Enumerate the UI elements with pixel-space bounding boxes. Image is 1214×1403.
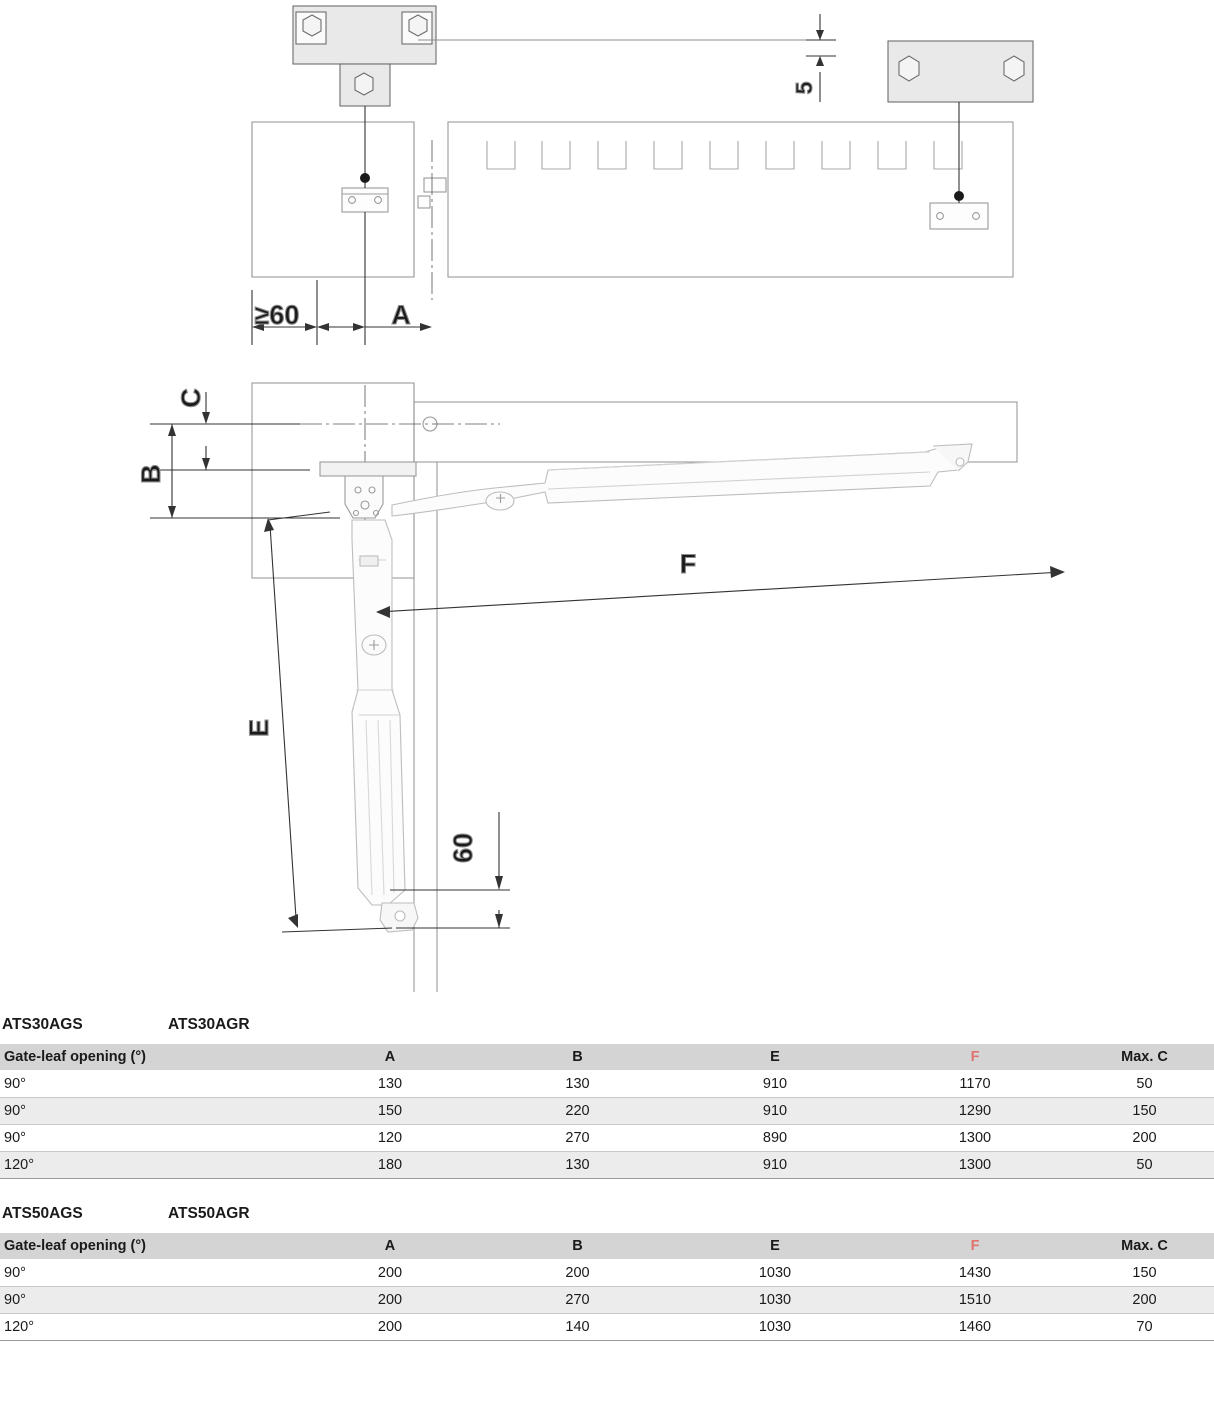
- cell-f: 1510: [958, 1292, 992, 1308]
- cell-max-c: 50: [1136, 1076, 1153, 1092]
- table-title-ats30: [0, 1014, 1214, 1044]
- closer-arm-vertical: [352, 520, 418, 932]
- cell-e: 910: [762, 1076, 788, 1092]
- header-gate-leaf-opening: Gate-leaf opening (°): [0, 1044, 300, 1071]
- label-dim-c: C: [176, 388, 206, 408]
- table-title-ats50: [0, 1203, 1214, 1233]
- header-f: F: [875, 1233, 1075, 1260]
- cell-max-c: 150: [1132, 1103, 1157, 1119]
- specification-tables: [0, 1014, 1214, 1359]
- label-dim-b: B: [136, 464, 166, 484]
- label-dim-e: E: [244, 718, 274, 738]
- spec-table-ats30: [0, 1044, 1214, 1179]
- table-row: [0, 1314, 1214, 1341]
- cell-e: 1030: [758, 1292, 792, 1308]
- model-label-ats30ags: ATS30AGS: [2, 1016, 83, 1033]
- table-header-row: [0, 1044, 1214, 1071]
- cell-opening: 90°: [4, 1130, 26, 1146]
- top-left-bracket: [293, 6, 436, 106]
- cell-e: 1030: [758, 1319, 792, 1335]
- cell-b: 130: [565, 1157, 590, 1173]
- cell-max-c: 150: [1132, 1265, 1157, 1281]
- cell-f: 1290: [958, 1103, 992, 1119]
- label-dim-a: A: [391, 300, 411, 330]
- table-block-ats50: [0, 1203, 1214, 1341]
- header-f: F: [875, 1044, 1075, 1071]
- cell-b: 270: [565, 1130, 590, 1146]
- header-e: E: [675, 1233, 875, 1260]
- header-a: A: [300, 1044, 480, 1071]
- cell-e: 890: [762, 1130, 788, 1146]
- cell-a: 180: [377, 1157, 403, 1173]
- cell-f: 1170: [959, 1076, 991, 1092]
- label-dim-f: F: [679, 549, 697, 579]
- cell-b: 140: [565, 1319, 590, 1335]
- cell-e: 1030: [758, 1265, 792, 1281]
- table-row: [0, 1152, 1214, 1179]
- cell-opening: 90°: [4, 1076, 26, 1092]
- cell-b: 200: [565, 1265, 590, 1281]
- spec-table-ats50: [0, 1233, 1214, 1341]
- dim-f: [376, 566, 1065, 618]
- header-a: A: [300, 1233, 480, 1260]
- cell-max-c: 50: [1136, 1157, 1153, 1173]
- cell-b: 270: [565, 1292, 590, 1308]
- cell-max-c: 200: [1132, 1292, 1157, 1308]
- table-row: [0, 1071, 1214, 1098]
- cell-a: 120: [377, 1130, 403, 1146]
- cell-opening: 90°: [4, 1292, 26, 1308]
- cell-max-c: 200: [1132, 1130, 1157, 1146]
- table-header-row: [0, 1233, 1214, 1260]
- header-max-c: Max. C: [1075, 1044, 1214, 1071]
- dim-c-b: [150, 392, 340, 518]
- cell-opening: 120°: [4, 1157, 34, 1173]
- cell-f: 1460: [958, 1319, 992, 1335]
- cell-a: 130: [377, 1076, 403, 1092]
- model-label-ats50ags: ATS50AGS: [2, 1205, 83, 1222]
- cell-a: 200: [377, 1265, 403, 1281]
- model-label-ats30agr: ATS30AGR: [168, 1016, 250, 1033]
- cell-opening: 90°: [4, 1103, 26, 1119]
- cell-a: 200: [377, 1319, 403, 1335]
- label-dim-60: 60: [448, 832, 478, 864]
- cell-f: 1300: [958, 1130, 992, 1146]
- header-max-c: Max. C: [1075, 1233, 1214, 1260]
- cell-opening: 90°: [4, 1265, 26, 1281]
- cell-e: 910: [762, 1157, 788, 1173]
- cell-b: 130: [565, 1076, 590, 1092]
- header-b: B: [480, 1044, 675, 1071]
- header-e: E: [675, 1044, 875, 1071]
- table-row: [0, 1260, 1214, 1287]
- table-block-ats30: [0, 1014, 1214, 1179]
- model-label-ats50agr: ATS50AGR: [168, 1205, 250, 1222]
- cell-e: 910: [762, 1103, 788, 1119]
- plan-view-top: [252, 102, 1013, 300]
- cell-max-c: 70: [1136, 1319, 1153, 1335]
- cell-f: 1300: [958, 1157, 992, 1173]
- table-row: [0, 1125, 1214, 1152]
- label-dim-min60: ≥60: [254, 300, 300, 330]
- table-row: [0, 1098, 1214, 1125]
- cell-a: 150: [377, 1103, 403, 1119]
- table-row: [0, 1287, 1214, 1314]
- closer-arm-horizontal: [392, 444, 972, 516]
- cell-opening: 120°: [4, 1319, 34, 1335]
- header-b: B: [480, 1233, 675, 1260]
- top-right-bracket: [888, 41, 1033, 102]
- cell-b: 220: [565, 1103, 590, 1119]
- header-gate-leaf-opening: Gate-leaf opening (°): [0, 1233, 300, 1260]
- label-dim-5: 5: [791, 81, 817, 95]
- cell-a: 200: [377, 1292, 403, 1308]
- cell-f: 1430: [958, 1265, 992, 1281]
